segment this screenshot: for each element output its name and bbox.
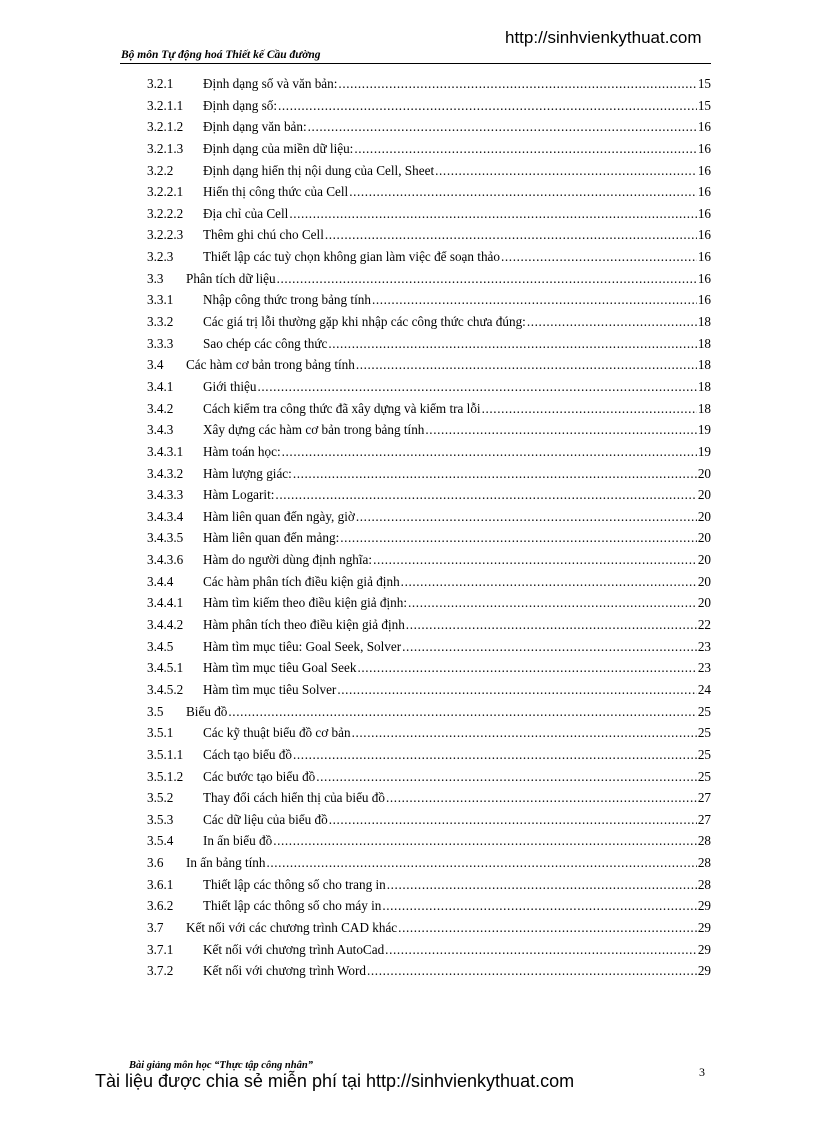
toc-entry-number: 3.5.4: [147, 833, 174, 849]
toc-entry-number: 3.4.4.2: [147, 617, 184, 633]
toc-dot-leader: [382, 898, 696, 914]
toc-entry-title: Các giá trị lỗi thường gặp khi nhập các công thức chưa đúng:: [203, 314, 526, 330]
toc-entry-page: 18: [697, 400, 711, 416]
toc-entry-title: Xây dựng các hàm cơ bản trong bảng tính: [203, 422, 425, 438]
toc-entry[interactable]: [147, 76, 711, 98]
toc-dot-leader: [329, 812, 697, 828]
toc-dot-leader: [228, 704, 696, 720]
toc-entry-page: 29: [697, 963, 711, 979]
toc-dot-leader: [387, 877, 697, 893]
toc-entry-title: Hàm tìm kiếm theo điều kiện giả định:: [203, 595, 408, 611]
toc-entry-page: 15: [697, 97, 711, 113]
toc-dot-leader: [373, 552, 697, 568]
toc-entry-title: Kết nối với chương trình AutoCad: [203, 941, 385, 957]
toc-dot-leader: [293, 747, 697, 763]
toc-entry-number: 3.5.1.1: [147, 746, 184, 762]
toc-entry-page: 18: [697, 378, 711, 394]
toc-entry-number: 3.6.1: [147, 876, 174, 892]
toc-entry[interactable]: [147, 963, 711, 985]
toc-entry-number: 3.2.1.2: [147, 119, 184, 135]
toc-entry-page: 16: [697, 119, 711, 135]
toc-entry-number: 3.4.3.5: [147, 530, 184, 546]
toc-dot-leader: [278, 98, 697, 114]
toc-entry[interactable]: [147, 357, 711, 379]
toc-entry[interactable]: [147, 920, 711, 942]
toc-dot-leader: [328, 336, 696, 352]
toc-entry-number: 3.2.1.1: [147, 97, 184, 113]
toc-entry-page: 20: [697, 595, 711, 611]
toc-dot-leader: [293, 466, 697, 482]
toc-entry-title: Kết nối với các chương trình CAD khác: [186, 919, 398, 935]
toc-dot-leader: [435, 163, 697, 179]
toc-entry-number: 3.4.3: [147, 422, 174, 438]
toc-entry[interactable]: [147, 747, 711, 769]
toc-dot-leader: [401, 574, 697, 590]
toc-entry-page: 16: [697, 249, 711, 265]
toc-entry-title: Hàm do người dùng định nghĩa:: [203, 552, 373, 568]
toc-entry-title: Định dạng của miền dữ liệu:: [203, 140, 354, 156]
footer-page-number: 3: [699, 1065, 705, 1079]
toc-entry[interactable]: [147, 487, 711, 509]
page-header-title: Bộ môn Tự động hoá Thiết kế Cầu đường: [121, 49, 321, 61]
toc-entry[interactable]: [147, 466, 711, 488]
toc-entry[interactable]: [147, 898, 711, 920]
toc-entry[interactable]: [147, 769, 711, 791]
toc-entry-title: Hàm liên quan đến ngày, giờ: [203, 508, 355, 524]
toc-entry-title: Hiển thị công thức của Cell: [203, 184, 349, 200]
toc-entry-number: 3.2.2.3: [147, 227, 184, 243]
footer-course-title: Bài giảng môn học “Thực tập công nhân”: [129, 1060, 313, 1071]
toc-entry-title: Các dữ liệu của biểu đồ: [203, 811, 328, 827]
toc-entry[interactable]: [147, 141, 711, 163]
toc-entry-page: 18: [697, 357, 711, 373]
toc-entry-page: 20: [697, 465, 711, 481]
toc-entry-page: 16: [697, 140, 711, 156]
toc-dot-leader: [356, 509, 697, 525]
toc-entry-title: Hàm tìm mục tiêu Goal Seek: [203, 660, 357, 676]
toc-entry-number: 3.4.3.3: [147, 487, 184, 503]
toc-entry-page: 15: [697, 76, 711, 91]
toc-entry[interactable]: [147, 98, 711, 120]
toc-entry-number: 3.4.5.1: [147, 660, 184, 676]
toc-entry-page: 16: [697, 292, 711, 308]
toc-dot-leader: [349, 184, 697, 200]
toc-dot-leader: [337, 682, 696, 698]
toc-entry-title: Định dạng số:: [203, 97, 277, 113]
toc-entry-number: 3.7.1: [147, 941, 174, 957]
toc-entry-page: 19: [697, 422, 711, 438]
toc-entry[interactable]: [147, 812, 711, 834]
toc-entry-page: 25: [697, 768, 711, 784]
toc-entry-title: Cách kiểm tra công thức đã xây dựng và kiểm tra lỗi: [203, 400, 481, 416]
toc-entry-title: Cách tạo biểu đồ: [203, 746, 292, 762]
toc-entry-page: 19: [697, 443, 711, 459]
toc-entry-number: 3.2.3: [147, 249, 174, 265]
toc-dot-leader: [402, 639, 697, 655]
toc-entry-title: Nhập công thức trong bảng tính: [203, 292, 371, 308]
toc-entry-title: Kết nối với chương trình Word: [203, 963, 367, 979]
toc-dot-leader: [316, 769, 697, 785]
toc-dot-leader: [527, 314, 697, 330]
toc-entry-title: Các hàm cơ bản trong bảng tính: [186, 357, 355, 373]
toc-entry[interactable]: [147, 574, 711, 596]
toc-dot-leader: [289, 206, 696, 222]
toc-entry[interactable]: [147, 790, 711, 812]
toc-entry-number: 3.4: [147, 357, 164, 373]
toc-entry-title: Thay đổi cách hiển thị của biểu đồ: [203, 790, 385, 806]
toc-entry[interactable]: [147, 119, 711, 141]
toc-entry-number: 3.4.3.2: [147, 465, 184, 481]
toc-entry-number: 3.3: [147, 270, 164, 286]
toc-dot-leader: [425, 422, 696, 438]
toc-entry[interactable]: [147, 639, 711, 661]
toc-entry-title: Hàm toán học:: [203, 443, 281, 459]
toc-entry-title: Các kỹ thuật biểu đồ cơ bản: [203, 725, 351, 741]
toc-entry-number: 3.4.3.4: [147, 508, 184, 524]
toc-entry-title: Hàm lượng giác:: [203, 465, 292, 481]
toc-entry-number: 3.2.2.1: [147, 184, 184, 200]
toc-entry[interactable]: [147, 249, 711, 271]
header-divider: [120, 63, 711, 64]
toc-entry[interactable]: [147, 422, 711, 444]
toc-entry-page: 23: [697, 660, 711, 676]
toc-entry-page: 25: [697, 725, 711, 741]
toc-entry[interactable]: [147, 379, 711, 401]
toc-entry-page: 20: [697, 573, 711, 589]
toc-entry[interactable]: [147, 660, 711, 682]
toc-entry-title: In ấn biểu đồ: [203, 833, 273, 849]
toc-entry[interactable]: [147, 595, 711, 617]
toc-dot-leader: [282, 444, 697, 460]
toc-entry-title: Thiết lập các thông số cho trang in: [203, 876, 386, 892]
toc-entry-title: Giới thiệu: [203, 378, 257, 394]
toc-entry-page: 16: [697, 162, 711, 178]
toc-entry-page: 16: [697, 205, 711, 221]
toc-entry[interactable]: [147, 314, 711, 336]
toc-entry-title: Các hàm phân tích điều kiện giả định: [203, 573, 400, 589]
toc-dot-leader: [372, 292, 697, 308]
toc-entry-number: 3.4.3.1: [147, 443, 184, 459]
table-of-contents: [147, 76, 711, 985]
toc-entry-number: 3.6.2: [147, 898, 174, 914]
toc-entry-number: 3.2.2: [147, 162, 174, 178]
toc-entry-title: Định dạng văn bản:: [203, 119, 307, 135]
toc-entry[interactable]: [147, 942, 711, 964]
toc-entry[interactable]: [147, 206, 711, 228]
toc-entry-title: Thiết lập các thông số cho máy in: [203, 898, 382, 914]
toc-entry-title: Sao chép các công thức: [203, 335, 328, 351]
toc-entry[interactable]: [147, 509, 711, 531]
toc-dot-leader: [275, 487, 696, 503]
toc-entry-page: 18: [697, 314, 711, 330]
toc-entry[interactable]: [147, 833, 711, 855]
toc-entry[interactable]: [147, 704, 711, 726]
toc-entry[interactable]: [147, 725, 711, 747]
toc-entry[interactable]: [147, 855, 711, 877]
toc-dot-leader: [266, 855, 696, 871]
toc-entry-title: Biểu đồ: [186, 703, 228, 719]
toc-entry-title: In ấn bảng tính: [186, 855, 266, 871]
toc-entry-title: Địa chỉ của Cell: [203, 205, 289, 221]
toc-entry-page: 25: [697, 746, 711, 762]
toc-entry-number: 3.7: [147, 919, 164, 935]
toc-entry-number: 3.4.2: [147, 400, 174, 416]
toc-entry[interactable]: [147, 617, 711, 639]
toc-dot-leader: [273, 833, 697, 849]
toc-dot-leader: [406, 617, 697, 633]
toc-entry[interactable]: [147, 444, 711, 466]
watermark-top-url: http://sinhvienkythuat.com: [505, 28, 702, 47]
toc-entry-number: 3.4.3.6: [147, 552, 184, 568]
toc-entry-number: 3.4.5: [147, 638, 174, 654]
toc-dot-leader: [338, 76, 696, 92]
toc-dot-leader: [258, 379, 697, 395]
toc-entry-page: 20: [697, 552, 711, 568]
toc-entry-title: Định dạng hiển thị nội dung của Cell, Sheet: [203, 162, 435, 178]
toc-dot-leader: [408, 595, 697, 611]
toc-entry-title: Phân tích dữ liệu: [186, 270, 276, 286]
toc-entry-title: Thêm ghi chú cho Cell: [203, 227, 324, 243]
toc-entry-title: Hàm tìm mục tiêu Solver: [203, 681, 337, 697]
toc-dot-leader: [352, 725, 697, 741]
toc-entry-number: 3.5.1.2: [147, 768, 184, 784]
toc-entry[interactable]: [147, 401, 711, 423]
toc-entry-number: 3.2.1.3: [147, 140, 184, 156]
toc-entry-page: 22: [697, 617, 711, 633]
toc-dot-leader: [367, 963, 697, 979]
toc-entry-number: 3.4.4: [147, 573, 174, 589]
toc-entry[interactable]: [147, 877, 711, 899]
toc-entry-page: 20: [697, 508, 711, 524]
toc-entry-title: Định dạng số và văn bản:: [203, 76, 338, 91]
toc-entry-number: 3.3.3: [147, 335, 174, 351]
toc-entry[interactable]: [147, 292, 711, 314]
toc-entry-page: 29: [697, 898, 711, 914]
toc-entry-number: 3.3.1: [147, 292, 174, 308]
toc-dot-leader: [308, 119, 697, 135]
toc-entry-page: 16: [697, 227, 711, 243]
toc-entry-page: 28: [697, 876, 711, 892]
toc-entry-page: 23: [697, 638, 711, 654]
toc-entry[interactable]: [147, 271, 711, 293]
toc-entry-number: 3.2.1: [147, 76, 174, 91]
toc-dot-leader: [354, 141, 696, 157]
toc-entry-number: 3.6: [147, 855, 164, 871]
toc-entry-page: 25: [697, 703, 711, 719]
toc-entry-page: 28: [697, 833, 711, 849]
watermark-bottom-text: Tài liệu được chia sẻ miễn phí tại http://sinhvienkythuat.com: [95, 1071, 575, 1091]
toc-entry-title: Thiết lập các tuỳ chọn không gian làm việc để soạn thảo: [203, 249, 500, 265]
toc-entry[interactable]: [147, 184, 711, 206]
toc-entry-page: 20: [697, 530, 711, 546]
toc-entry-page: 24: [697, 681, 711, 697]
toc-entry-number: 3.5: [147, 703, 164, 719]
toc-dot-leader: [277, 271, 697, 287]
toc-entry-number: 3.5.1: [147, 725, 174, 741]
toc-entry[interactable]: [147, 552, 711, 574]
toc-dot-leader: [385, 942, 697, 958]
toc-entry-page: 29: [697, 941, 711, 957]
toc-entry[interactable]: [147, 336, 711, 358]
toc-entry-title: Các bước tạo biểu đồ: [203, 768, 316, 784]
toc-entry[interactable]: [147, 163, 711, 185]
toc-entry[interactable]: [147, 682, 711, 704]
toc-entry-number: 3.7.2: [147, 963, 174, 979]
toc-entry-page: 28: [697, 855, 711, 871]
toc-entry-number: 3.4.4.1: [147, 595, 184, 611]
toc-entry-page: 16: [697, 270, 711, 286]
toc-dot-leader: [357, 660, 696, 676]
toc-entry-number: 3.4.5.2: [147, 681, 184, 697]
toc-entry-number: 3.4.1: [147, 378, 174, 394]
toc-dot-leader: [501, 249, 697, 265]
toc-dot-leader: [325, 227, 697, 243]
toc-dot-leader: [356, 357, 697, 373]
toc-entry[interactable]: [147, 530, 711, 552]
toc-entry-title: Hàm tìm mục tiêu: Goal Seek, Solver: [203, 638, 402, 654]
toc-entry-page: 16: [697, 184, 711, 200]
toc-entry-number: 3.3.2: [147, 314, 174, 330]
toc-entry[interactable]: [147, 227, 711, 249]
toc-entry-number: 3.5.3: [147, 811, 174, 827]
toc-entry-page: 18: [697, 335, 711, 351]
toc-dot-leader: [386, 790, 697, 806]
toc-entry-page: 20: [697, 487, 711, 503]
toc-dot-leader: [340, 530, 697, 546]
toc-entry-number: 3.5.2: [147, 790, 174, 806]
toc-entry-page: 29: [697, 919, 711, 935]
toc-entry-page: 27: [697, 811, 711, 827]
toc-entry-title: Hàm liên quan đến mảng:: [203, 530, 340, 546]
toc-dot-leader: [482, 401, 697, 417]
toc-entry-page: 27: [697, 790, 711, 806]
toc-entry-title: Hàm phân tích theo điều kiện giả định: [203, 617, 405, 633]
toc-entry-number: 3.2.2.2: [147, 205, 184, 221]
toc-entry-title: Hàm Logarit:: [203, 487, 275, 503]
toc-dot-leader: [398, 920, 697, 936]
